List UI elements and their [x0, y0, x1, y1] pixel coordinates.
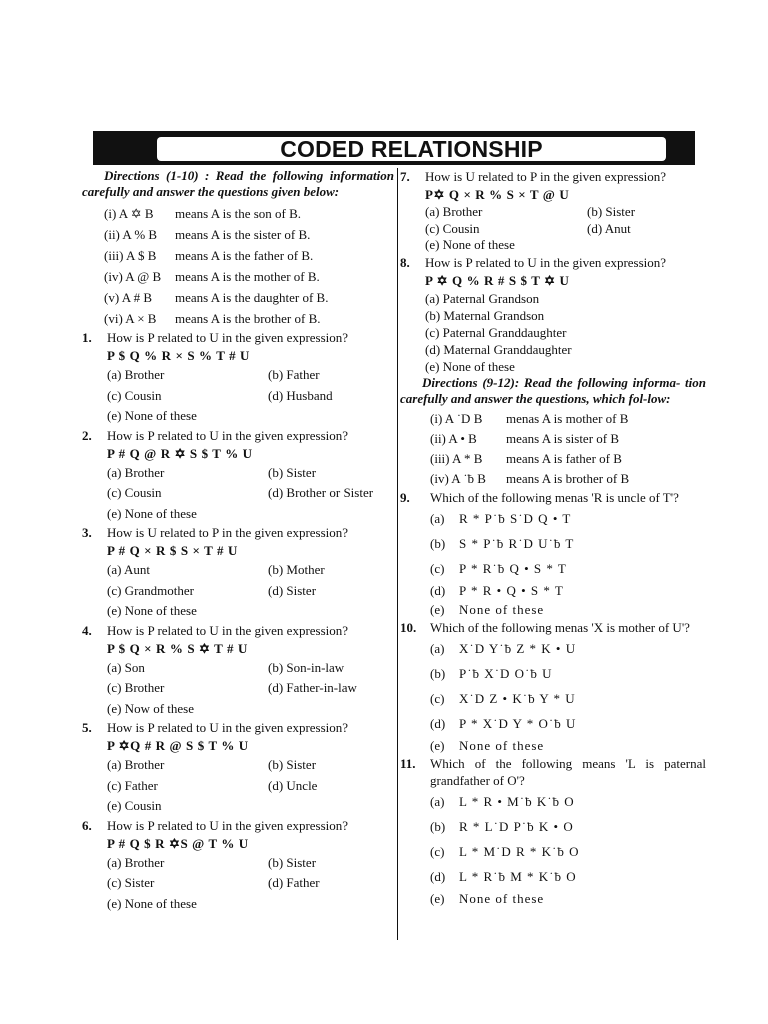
- option-a[interactable]: (a) Son: [107, 659, 145, 675]
- question-expression: P # Q × R $ S × T # U: [107, 543, 238, 558]
- option-row: [82, 755, 394, 776]
- option-row: [400, 204, 706, 221]
- option-row: [82, 894, 394, 915]
- question-5: 5. How is P related to U in the given expression?: [82, 720, 349, 735]
- option-e[interactable]: (e) None of these: [107, 895, 197, 911]
- option-a[interactable]: (a) Brother: [107, 757, 165, 772]
- option-a[interactable]: (a) Aunt: [107, 562, 150, 577]
- option-row: [82, 601, 394, 622]
- definition-item: (v) A # B means A is the daughter of B.: [104, 290, 329, 305]
- definition-item: (i) A ✡ B means A is the son of B.: [104, 206, 302, 221]
- option-c[interactable]: (c) Grandmother: [107, 582, 194, 598]
- option-c[interactable]: (c) X˙D Z • K˙ƀ Y * U: [430, 690, 576, 706]
- option-row: [82, 365, 394, 386]
- option-e[interactable]: (e) None of these: [107, 603, 197, 618]
- option-c[interactable]: (c) P * R˙ƀ Q • S * T: [430, 560, 567, 576]
- option-row: [82, 560, 394, 581]
- option-e[interactable]: (e) Cousin: [107, 798, 162, 813]
- question-9: 9. Which of the following menas 'R is uncle of T'?: [400, 489, 679, 505]
- option-row: [82, 581, 394, 602]
- option-b[interactable]: (b) R * L˙D P˙ƀ K • O: [430, 818, 574, 834]
- option-b[interactable]: (b) Sister: [268, 757, 317, 772]
- option-a[interactable]: (a) Brother: [107, 464, 165, 480]
- option-e[interactable]: (e) None of these: [107, 408, 197, 423]
- option-row: [82, 776, 394, 797]
- question-7: 7. How is U related to P in the given expression?: [400, 169, 667, 184]
- question-1: 1. How is P related to U in the given expression?: [82, 330, 349, 345]
- option-d[interactable]: (d) P * X˙D Y * O˙ƀ U: [430, 715, 577, 731]
- option-c[interactable]: (c) Cousin: [107, 387, 162, 403]
- option-row: [82, 504, 394, 525]
- option-d[interactable]: (d) Maternal Granddaughter: [425, 341, 572, 357]
- option-e[interactable]: (e) None of these: [430, 737, 545, 753]
- column-divider: [397, 168, 398, 940]
- question-3: 3. How is U related to P in the given expression?: [82, 525, 349, 540]
- definition-item: (ii) A % B means A is the sister of B.: [104, 227, 311, 242]
- option-b[interactable]: (b) P˙ƀ X˙D O˙ƀ U: [430, 665, 553, 681]
- question-8: 8. How is P related to U in the given expression?: [400, 254, 667, 270]
- option-row: [82, 678, 394, 699]
- option-a[interactable]: (a) R * P˙ƀ S˙D Q • T: [430, 510, 572, 526]
- definition-item: (vi) A × B means A is the brother of B.: [104, 311, 321, 326]
- option-b[interactable]: (b) Father: [268, 367, 320, 382]
- option-a[interactable]: (a) Paternal Grandson: [425, 290, 540, 306]
- option-row: [82, 658, 394, 679]
- code-definition: (iv) A ˙ƀ B means A is brother of B: [430, 470, 630, 486]
- option-b[interactable]: (b) Mother: [268, 562, 325, 577]
- option-b[interactable]: (b) Maternal Grandson: [425, 307, 545, 323]
- option-c[interactable]: (c) Paternal Granddaughter: [425, 324, 567, 340]
- question-11: 11. Which of the following means 'L is paternal grandfather of O'?: [400, 755, 706, 788]
- page-title: CODED RELATIONSHIP: [280, 136, 543, 162]
- option-row: [400, 237, 706, 254]
- question-expression: P $ Q × R % S ✡ T # U: [107, 640, 248, 656]
- definition-item: (iv) A @ B means A is the mother of B.: [104, 269, 320, 284]
- option-e[interactable]: (e) None of these: [430, 890, 545, 906]
- option-c[interactable]: (c) L * M˙D R * K˙ƀ O: [430, 843, 580, 859]
- question-expression: P ✡Q # R @ S $ T % U: [107, 738, 249, 753]
- option-a[interactable]: (a) L * R • M˙ƀ K˙ƀ O: [430, 793, 575, 809]
- option-a[interactable]: (a) Brother: [107, 854, 165, 870]
- option-row: [82, 483, 394, 504]
- option-row: [82, 406, 394, 427]
- option-row: [400, 221, 706, 238]
- option-b[interactable]: (b) Sister: [268, 854, 317, 870]
- question-expression: P $ Q % R × S % T # U: [107, 348, 251, 363]
- left-column: [82, 168, 394, 914]
- directions-1-10: Directions (1-10) : Read the following information carefully and answer the questions given below:: [82, 168, 395, 199]
- right-column: [400, 168, 706, 908]
- option-d[interactable]: (d) Anut: [587, 220, 631, 236]
- option-d[interactable]: (d) Father: [268, 875, 320, 890]
- code-definition: (i) A ˙D B menas A is mother of B: [430, 410, 629, 426]
- option-row: [82, 386, 394, 407]
- option-e[interactable]: (e) None of these: [425, 358, 515, 374]
- option-row: [82, 796, 394, 817]
- definition-item: (iii) A $ B means A is the father of B.: [104, 248, 314, 263]
- option-e[interactable]: (e) None of these: [430, 601, 545, 617]
- option-d[interactable]: (d) Brother or Sister: [268, 485, 374, 500]
- question-expression: P ✡ Q % R # S $ T ✡ U: [425, 272, 570, 288]
- question-4: 4. How is P related to U in the given expression?: [82, 622, 349, 638]
- code-definition: (iii) A * B means A is father of B: [430, 450, 622, 466]
- option-b[interactable]: (b) Sister: [587, 204, 636, 219]
- option-row: [82, 873, 394, 894]
- option-d[interactable]: (d) P * R • Q • S * T: [430, 582, 564, 598]
- option-c[interactable]: (c) Cousin: [107, 485, 162, 500]
- option-a[interactable]: (a) Brother: [107, 367, 165, 382]
- question-10: 10. Which of the following menas 'X is mother of U'?: [400, 619, 690, 635]
- option-a[interactable]: (a) X˙D Y˙ƀ Z * K • U: [430, 640, 577, 656]
- option-a[interactable]: (a) Brother: [425, 204, 483, 219]
- option-c[interactable]: (c) Father: [107, 777, 158, 793]
- option-e[interactable]: (e) None of these: [107, 505, 197, 521]
- option-e[interactable]: (e) Now of these: [107, 700, 194, 716]
- option-d[interactable]: (d) L * R˙ƀ M * K˙ƀ O: [430, 868, 577, 884]
- question-6: 6. How is P related to U in the given expression?: [82, 817, 349, 833]
- option-d[interactable]: (d) Father-in-law: [268, 680, 357, 695]
- code-definition: (ii) A • B means A is sister of B: [430, 430, 620, 446]
- directions-9-12: Directions (9-12): Read the following informa- tion carefully and answer the questions, which fol-low:: [400, 374, 706, 406]
- option-c[interactable]: (c) Cousin: [425, 220, 480, 236]
- option-b[interactable]: (b) Son-in-law: [268, 659, 345, 675]
- option-row: [82, 699, 394, 720]
- option-c[interactable]: (c) Sister: [107, 875, 155, 890]
- option-b[interactable]: (b) Sister: [268, 464, 317, 480]
- option-d[interactable]: (d) Sister: [268, 582, 317, 598]
- option-c[interactable]: (c) Brother: [107, 680, 165, 695]
- option-d[interactable]: (d) Uncle: [268, 777, 318, 793]
- question-expression: P # Q @ R ✡ S $ T % U: [107, 445, 253, 461]
- option-d[interactable]: (d) Husband: [268, 387, 333, 403]
- option-b[interactable]: (b) S * P˙ƀ R˙D U˙ƀ T: [430, 535, 575, 551]
- option-row: [82, 463, 394, 484]
- option-e[interactable]: (e) None of these: [425, 237, 515, 252]
- question-expression: P✡ Q × R % S × T @ U: [425, 187, 570, 202]
- option-row: [82, 853, 394, 874]
- question-expression: P # Q $ R ✡S @ T % U: [107, 835, 249, 851]
- question-2: 2. How is P related to U in the given expression?: [82, 427, 349, 443]
